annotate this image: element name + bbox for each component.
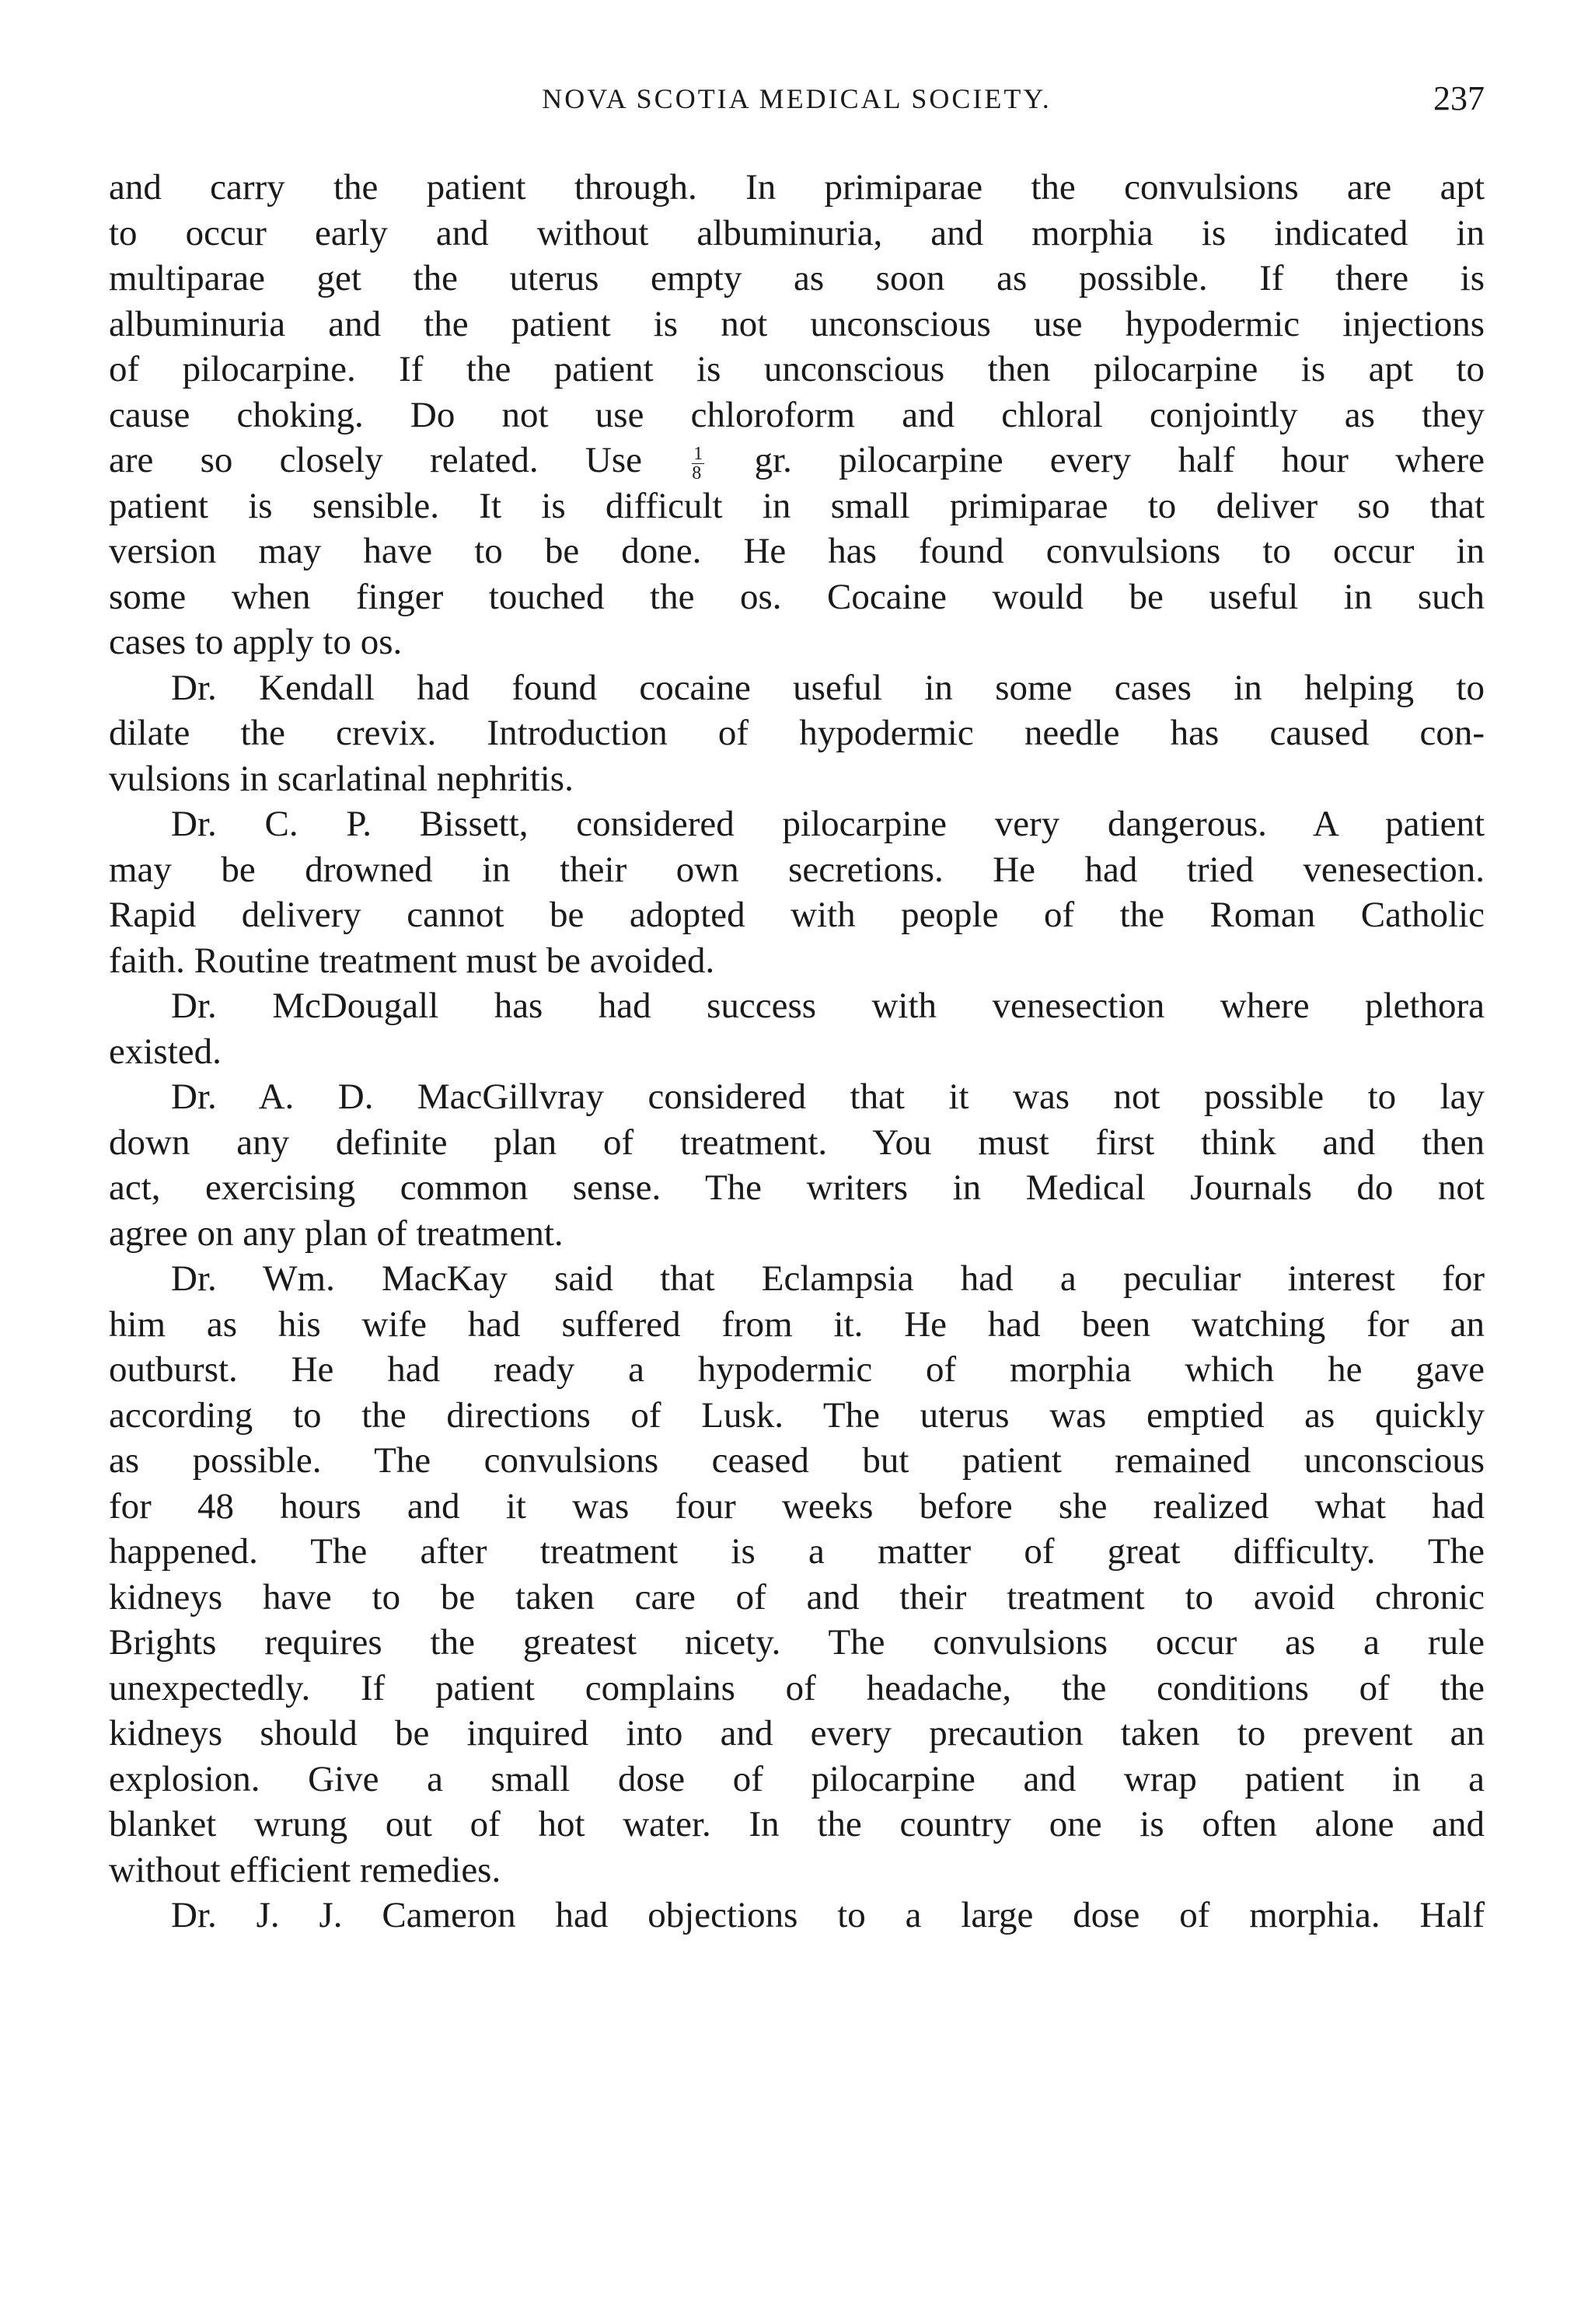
text-line: Rapid delivery cannot be adopted with people of the Roman Catholic	[109, 895, 1485, 935]
text-line: kidneys should be inquired into and every precaution taken to prevent an	[109, 1713, 1485, 1753]
text-line: may be drowned in their own secretions. He had tried venesection.	[109, 849, 1485, 890]
text-line: cause choking. Do not use chloroform and chloral conjointly as they	[109, 394, 1485, 435]
text-line: him as his wife had suffered from it. He had been watching for an	[109, 1303, 1485, 1345]
text-line: dilate the crevix. Introduction of hypodermic needle has caused con-	[109, 713, 1485, 753]
text-line: for 48 hours and it was four weeks before she realized what had	[109, 1485, 1485, 1527]
running-head	[109, 72, 1485, 126]
fraction	[692, 445, 704, 483]
text-line: down any definite plan of treatment. You must first think and then	[109, 1122, 1485, 1163]
text-line: act, exercising common sense. The writers in Medical Journals do not	[109, 1167, 1485, 1208]
text-line: Dr. C. P. Bissett, considered pilocarpine very dangerous. A patient	[171, 804, 1485, 844]
text-line: Dr. J. J. Cameron had objections to a large dose of morphia. Half	[171, 1895, 1485, 1935]
text-line: kidneys have to be taken care of and their treatment to avoid chronic	[109, 1576, 1485, 1617]
text-line: cases to apply to os.	[109, 622, 403, 662]
text-line: Dr. McDougall has had success with venesection where plethora	[171, 986, 1485, 1026]
text-line: patient is sensible. It is difficult in small primiparae to deliver so that	[109, 485, 1485, 526]
fraction-denominator: 8	[692, 462, 702, 483]
text-line-with-fraction	[109, 438, 1485, 483]
text-line: explosion. Give a small dose of pilocarpine and wrap patient in a	[109, 1758, 1485, 1799]
text-line: of pilocarpine. If the patient is unconscious then pilocarpine is apt to	[109, 349, 1485, 389]
text-line: blanket wrung out of hot water. In the country one is often alone and	[109, 1804, 1485, 1844]
text-line: happened. The after treatment is a matter of great difficulty. The	[109, 1531, 1485, 1572]
text-line: Dr. Kendall had found cocaine useful in some cases in helping to	[171, 667, 1485, 708]
page-number: 237	[1433, 79, 1485, 117]
text-line: unexpectedly. If patient complains of headache, the conditions of the	[109, 1667, 1485, 1708]
text-line: multiparae get the uterus empty as soon as possible. If there is	[109, 258, 1485, 298]
text-line: version may have to be done. He has found convulsions to occur in	[109, 531, 1485, 571]
text-line: agree on any plan of treatment.	[109, 1213, 564, 1254]
text-line: faith. Routine treatment must be avoided.	[109, 940, 715, 981]
fraction-line-unit: gr.	[754, 440, 792, 480]
running-title: NOVA SCOTIA MEDICAL SOCIETY.	[542, 83, 1052, 114]
text-line: Dr. A. D. MacGillvray considered that it was not possible to lay	[171, 1077, 1485, 1117]
body-text	[109, 165, 1485, 1938]
text-line: existed.	[109, 1031, 222, 1072]
text-line: as possible. The convulsions ceased but patient remained unconscious	[109, 1440, 1485, 1481]
text-line: without efficient remedies.	[109, 1849, 501, 1890]
fraction-line-end: pilocarpine every half hour where	[839, 440, 1485, 480]
text-line: and carry the patient through. In primiparae the convulsions are apt	[109, 167, 1485, 208]
fraction-line-start: are so closely related. Use	[109, 440, 643, 480]
fraction-numerator: 1	[693, 443, 703, 464]
text-line: Brights requires the greatest nicety. The convulsions occur as a rule	[109, 1622, 1485, 1663]
text-line: some when finger touched the os. Cocaine would be useful in such	[109, 576, 1485, 617]
text-line: albuminuria and the patient is not unconscious use hypodermic injections	[109, 303, 1485, 344]
text-line: according to the directions of Lusk. The uterus was emptied as quickly	[109, 1394, 1485, 1436]
text-line: outburst. He had ready a hypodermic of morphia which he gave	[109, 1349, 1485, 1390]
text-line: to occur early and without albuminuria, and morphia is indicated in	[109, 212, 1485, 253]
text-line: Dr. Wm. MacKay said that Eclampsia had a peculiar interest for	[171, 1258, 1485, 1299]
text-line: vulsions in scarlatinal nephritis.	[109, 758, 574, 799]
